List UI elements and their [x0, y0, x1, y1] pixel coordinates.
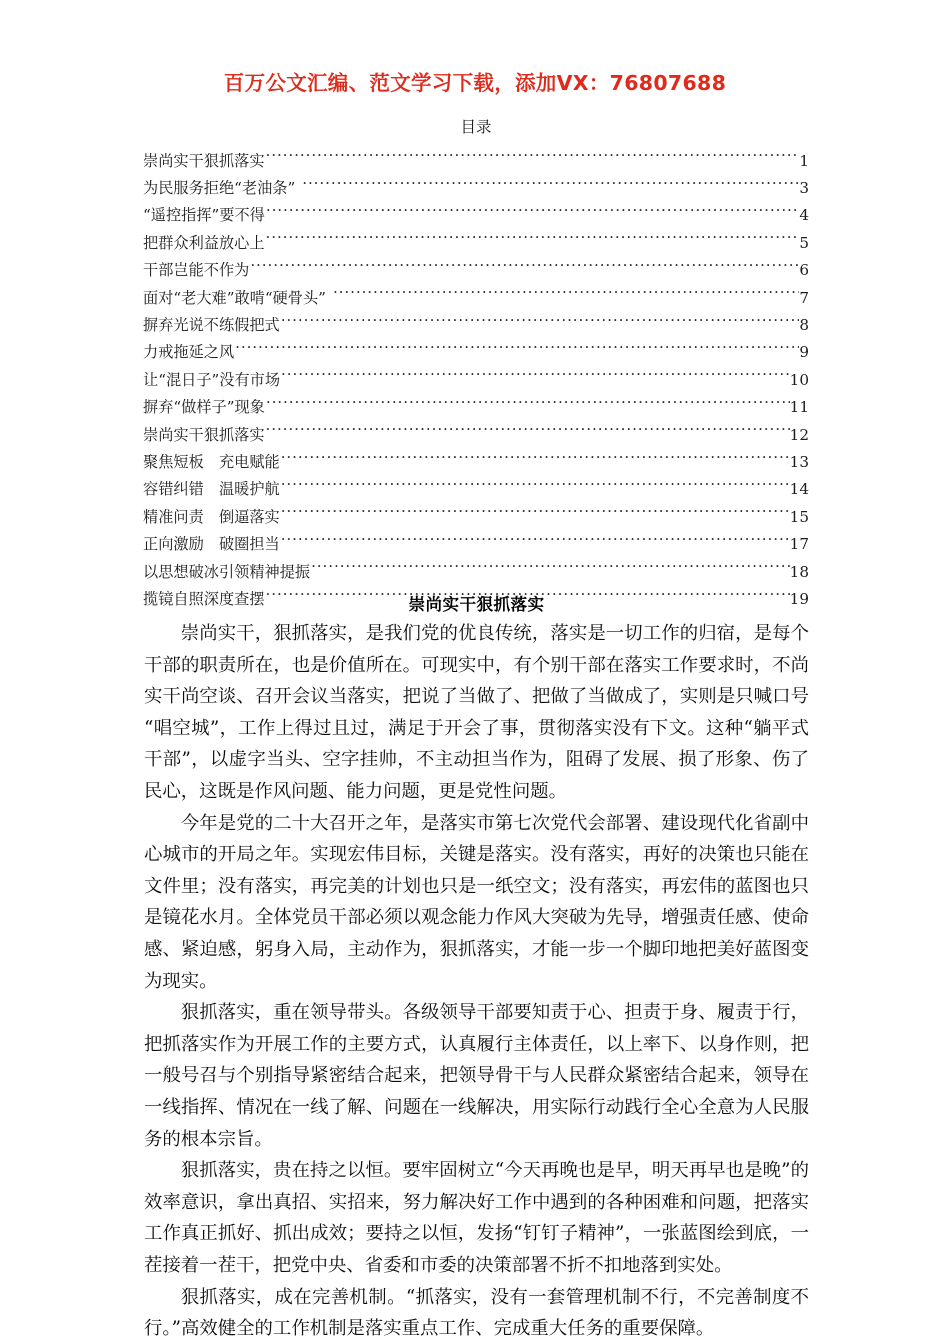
toc-entry-title: 力戒拖延之风: [143, 343, 235, 362]
toc-entry-title: 聚焦短板 充电赋能: [143, 453, 280, 472]
toc-entry-page-number: 9: [799, 343, 809, 362]
toc-leader-dots: [235, 342, 799, 357]
toc-entry-title: 为民服务拒绝“老油条”: [143, 179, 296, 197]
toc-entry-page-number: 19: [789, 590, 809, 609]
article: [144, 592, 809, 1344]
toc-entry[interactable]: [143, 504, 809, 531]
toc-entry[interactable]: [143, 148, 809, 175]
toc-leader-dots: [333, 287, 799, 302]
toc-entry-title: “遥控指挥”要不得: [143, 206, 265, 225]
toc-entry-title: 容错纠错 温暖护航: [143, 480, 280, 499]
article-paragraph: 狠抓落实，重在领导带头。各级领导干部要知责于心、担责于身、履责于行，把抓落实作为开展工作的主要方式，认真履行主体责任，以上率下、以身作则，把一般号召与个别指导紧密结合起来，把领导骨干与人民群众紧密结合起来，领导在一线指挥、情况在一线了解、问题在一线解决，用实际行动践行全心全意为人民服务的根本宗旨。: [144, 1002, 809, 1150]
toc-entry-title: 面对“老大难”敢啃“硬骨头”: [143, 288, 326, 307]
toc-entry[interactable]: [143, 394, 809, 421]
toc-entry-page-number: 18: [789, 562, 809, 581]
table-of-contents: [143, 118, 809, 614]
toc-entry[interactable]: [143, 531, 809, 558]
toc-entry-page-number: 3: [799, 179, 809, 197]
toc-entry-title: 摒弃光说不练假把式: [143, 316, 280, 335]
toc-entry[interactable]: [143, 312, 809, 339]
toc-entry[interactable]: [143, 559, 809, 586]
toc-entry-page-number: 12: [789, 425, 809, 444]
toc-entry-page-number: 4: [799, 206, 809, 225]
toc-entry-page-number: 15: [789, 507, 809, 526]
toc-leader-dots: [302, 178, 799, 193]
toc-entry-page-number: 1: [799, 151, 809, 170]
toc-leader-dots: [281, 370, 790, 385]
toc-entry-page-number: 17: [789, 535, 809, 554]
toc-entry[interactable]: [143, 285, 809, 312]
toc-leader-dots: [281, 479, 790, 494]
toc-leader-dots: [266, 205, 799, 220]
article-title: 崇尚实干狠抓落实: [408, 594, 545, 614]
article-paragraph: 狠抓落实，成在完善机制。“抓落实，没有一套管理机制不行，不完善制度不行。”高效健全的工作机制是落实重点工作、完成重大任务的重要保障。: [144, 1286, 809, 1340]
toc-entry[interactable]: [143, 449, 809, 476]
toc-entry-page-number: 13: [789, 453, 809, 472]
toc-entry-title: 干部岂能不作为: [143, 261, 250, 280]
toc-leader-dots: [266, 233, 800, 248]
toc-leader-dots: [266, 424, 790, 439]
toc-entry-title: 正向激励 破圈担当: [143, 535, 280, 554]
toc-entry[interactable]: [143, 202, 809, 229]
toc-entry[interactable]: [143, 339, 809, 366]
toc-leader-dots: [281, 452, 790, 467]
toc-leader-dots: [281, 315, 800, 330]
toc-entry[interactable]: [143, 230, 809, 257]
toc-entry[interactable]: [143, 422, 809, 449]
toc-entry-title: 摒弃“做样子”现象: [143, 398, 265, 417]
toc-leader-dots: [281, 507, 790, 522]
toc-entry[interactable]: [143, 476, 809, 503]
article-body: [144, 618, 809, 1344]
toc-entry-page-number: 10: [789, 370, 809, 389]
toc-list: [143, 148, 809, 614]
toc-entry-page-number: 11: [789, 398, 809, 417]
toc-leader-dots: [311, 562, 790, 577]
toc-entry-title: 把群众利益放心上: [143, 233, 265, 252]
promo-banner: 百万公文汇编、范文学习下载，添加VX：76807688: [223, 71, 727, 95]
toc-entry-title: 精准问责 倒逼落实: [143, 507, 280, 526]
article-paragraph: 狠抓落实，贵在持之以恒。要牢固树立“今天再晚也是早，明天再早也是晚”的效率意识，拿出真招、实招来，努力解决好工作中遇到的各种困难和问题，把落实工作真正抓好、抓出成效；要持之以恒，发扬“钉钉子精神”，一张蓝图绘到底，一茬接着一茬干，把党中央、省委和市委的决策部署不折不扣地落到实处。: [144, 1160, 809, 1276]
toc-entry[interactable]: [143, 367, 809, 394]
toc-entry-page-number: 14: [789, 480, 809, 499]
toc-entry-title: 揽镜自照深度查摆: [143, 590, 265, 609]
toc-leader-dots: [266, 397, 790, 412]
toc-entry-title: 崇尚实干狠抓落实: [143, 425, 265, 444]
toc-entry-page-number: 7: [799, 288, 809, 307]
toc-entry-title: 崇尚实干狠抓落实: [143, 151, 265, 170]
toc-leader-dots: [266, 150, 800, 165]
toc-entry[interactable]: [143, 257, 809, 284]
toc-heading: 目录: [460, 118, 492, 136]
toc-entry-title: 让“混日子”没有市场: [143, 370, 281, 389]
toc-leader-dots: [281, 534, 790, 549]
toc-entry-page-number: 5: [799, 233, 809, 252]
article-paragraph: 崇尚实干，狠抓落实，是我们党的优良传统，落实是一切工作的归宿，是每个干部的职责所在，也是价值所在。可现实中，有个别干部在落实工作要求时，不尚实干尚空谈、召开会议当落实，把说了当做了、把做了当做成了，实则是只喊口号“唱空城”，工作上得过且过，满足于开会了事，贯彻落实没有下文。这种“躺平式干部”，以虚字当头、空字挂帅，不主动担当作为，阻碍了发展、损了形象、伤了民心，这既是作风问题、能力问题，更是党性问题。: [144, 623, 809, 803]
toc-leader-dots: [250, 260, 799, 275]
toc-entry-page-number: 6: [799, 261, 809, 280]
toc-entry-title: 以思想破冰引领精神提振: [143, 562, 311, 581]
toc-entry[interactable]: [143, 175, 809, 202]
article-paragraph: 今年是党的二十大召开之年，是落实市第七次党代会部署、建设现代化省副中心城市的开局之年。实现宏伟目标，关键是落实。没有落实，再好的决策也只能在文件里；没有落实，再完美的计划也只是一纸空文；没有落实，再宏伟的蓝图也只是镜花水月。全体党员干部必须以观念能力作风大突破为先导，增强责任感、使命感、紧迫感，躬身入局，主动作为，狠抓落实，才能一步一个脚印地把美好蓝图变为现实。: [144, 812, 809, 992]
toc-entry-page-number: 8: [799, 316, 809, 335]
